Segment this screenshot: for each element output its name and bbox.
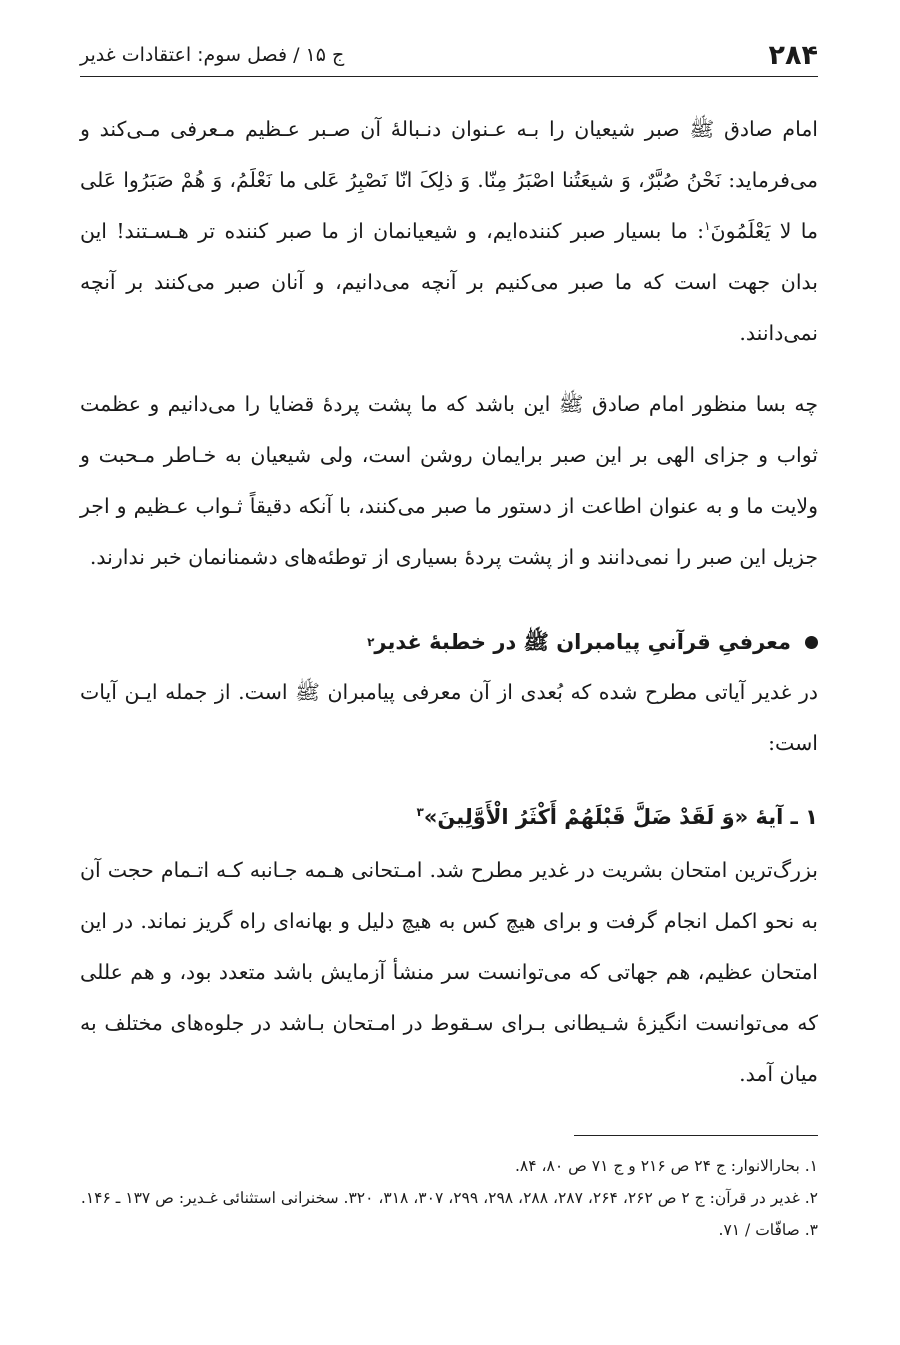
footnote-3: ۳. صافّات / ۷۱.	[718, 1221, 818, 1239]
paragraph-1	[80, 104, 818, 359]
footnote-1: ۱. بحارالانوار: ج ۲۴ ص ۲۱۶ و ج ۷۱ ص ۸۰، ۸۴.	[514, 1157, 818, 1175]
bullet-icon	[805, 636, 818, 649]
section-heading: معرفیِ قرآنیِ پیامبران ﷺ در خطبهٔ غدیر ۲	[80, 617, 818, 667]
footnotes	[80, 1150, 818, 1246]
paragraph-4: بزرگ‌ترین امتحان بشریت در غدیر مطرح شد. امـتحانی هـمه جـانبه کـه اتـمام حجت آن به نحو اکمل انجام گرفت و برای هیچ کس به هیچ دلیل و بهانه‌ای راه گریز نماند. در این امتحان عظیم، هم جهاتی که می‌توانست سر منشأ آزمایش باشد متعدد بود، و هم عللی که می‌توانست انگیزهٔ شـیطانی بـرای سـقوط در امـتحان بـاشد در جلوه‌های مختلف به میان آمد.	[80, 858, 818, 1086]
footnote-2: ۲. غدیر در قرآن: ج ۲ ص ۲۶۲، ۲۶۴، ۲۸۷، ۲۸۸، ۲۹۸، ۲۹۹، ۳۰۷، ۳۱۸، ۳۲۰. سخنرانی استثنائی غـدیر: ص ۱۳۷ ـ ۱۴۶.	[80, 1189, 818, 1207]
footnote-ref-1[interactable]: ۱	[704, 219, 711, 234]
footnote-divider	[574, 1135, 818, 1136]
page-header	[80, 34, 818, 77]
page-body	[80, 104, 818, 1120]
section-heading-text: معرفیِ قرآنیِ پیامبران ﷺ در خطبهٔ غدیر	[374, 630, 791, 654]
paragraph-3: در غدیر آیاتی مطرح شده که بُعدی از آن معرفی پیامبران ﷺ است. از جمله ایـن آیات است:	[80, 680, 818, 755]
running-title: ج ۱۵ / فصل سوم: اعتقادات غدیر	[80, 44, 345, 66]
subsection-heading-text: ۱ ـ آیهٔ «وَ لَقَدْ ضَلَّ قَبْلَهُمْ أَكْثَرُ الْأَوَّلِينَ»	[423, 805, 818, 829]
subsection-heading	[80, 789, 818, 845]
page-number: ۲۸۴	[768, 39, 818, 71]
paragraph-1-text: امام صادق ﷺ صبر شیعیان را بـه عـنوان دنـبالهٔ آن صـبر عـظیم مـعرفی مـی‌کند و می‌فرماید: نَحْنُ صُبَّرٌ، وَ شیعَتُنا اصْبَرُ مِنّا. وَ ذلِکَ انّا نَصْبِرُ عَلی ما نَعْلَمُ، وَ هُمْ صَبَرُوا عَلی ما لا یَعْلَمُونَ	[80, 117, 818, 243]
footnote-ref-3[interactable]: ۳	[416, 805, 424, 819]
paragraph-2: چه بسا منظور امام صادق ﷺ این باشد که ما پشت پردهٔ قضایا را می‌دانیم و عظمت ثواب و جزای الهی بر این صبر برایمان روشن است، ولی شیعیان به خـاطر مـحبت و ولایت ما و به عنوان اطاعت از دستور ما صبر می‌کنند، با آنکه دقیقاً ثـواب عـظیم و اجر جزیل این صبر را نمی‌دانند و از پشت پردهٔ بسیاری از توطئه‌های دشمنانمان خبر ندارند.	[80, 392, 818, 569]
paragraph-1-tail: : ما بسیار صبر کننده‌ایم، و شیعیانمان از ما صبر کننده تر هـسـتند! این بدان جهت است که ما صبر می‌کنیم بر آنچه می‌دانیم، و آنان صبر می‌کنند بر آنچه نمی‌دانند.	[80, 219, 818, 345]
